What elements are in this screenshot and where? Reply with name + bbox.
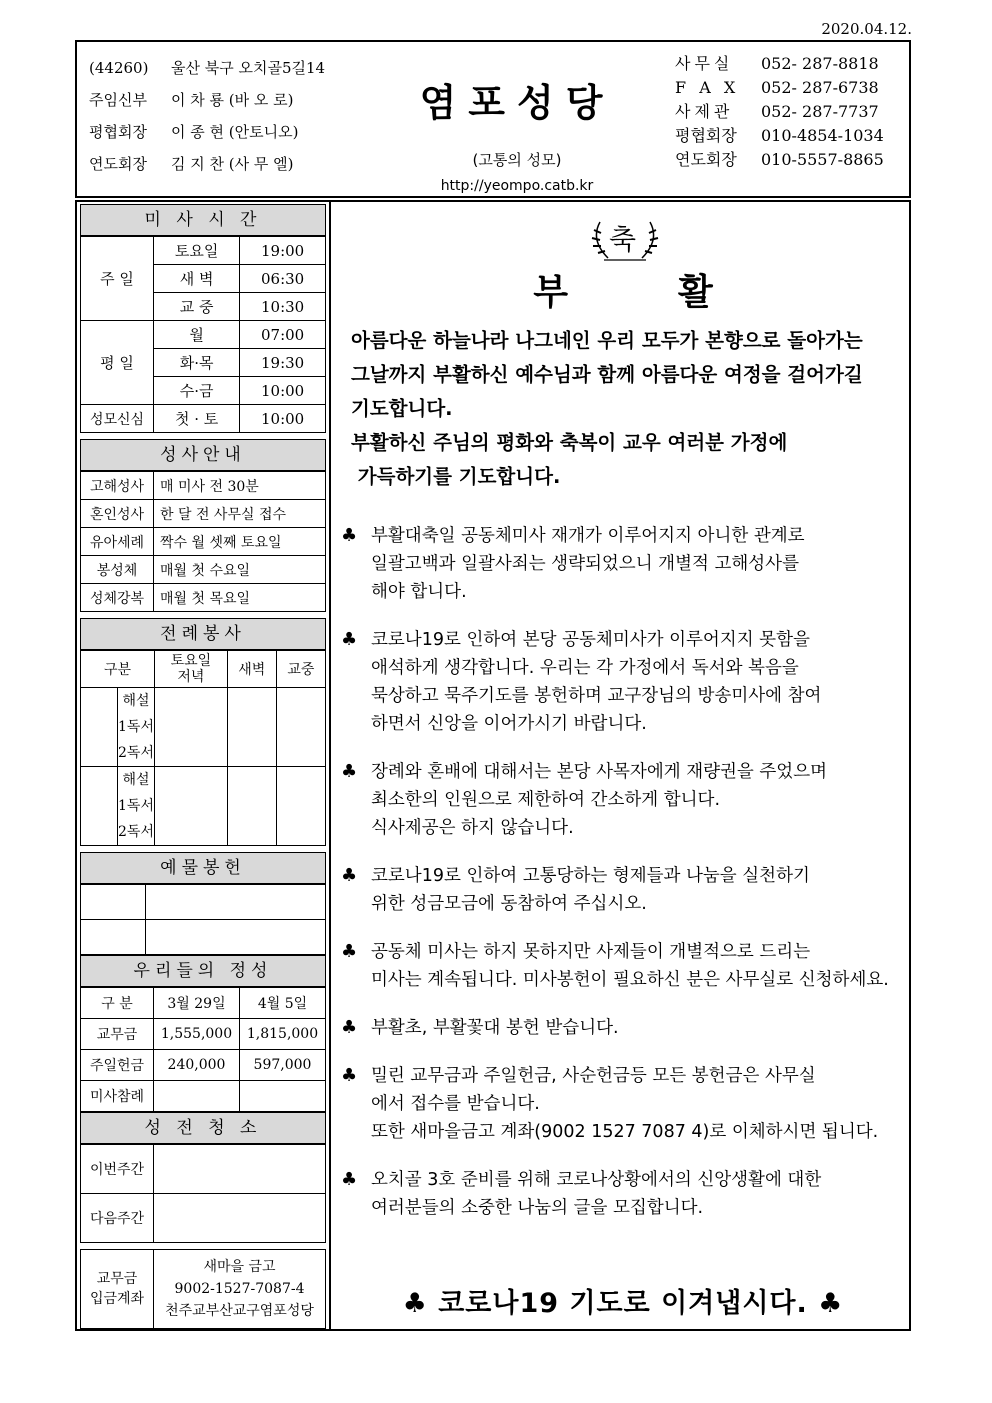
greeting-line: 기도합니다. bbox=[351, 397, 453, 420]
liturgy-table bbox=[80, 650, 326, 846]
cleaning-week-label: 이번주간 bbox=[81, 1145, 154, 1194]
mass-day: 월 bbox=[154, 321, 240, 349]
mass-schedule-table bbox=[80, 236, 326, 433]
notice-item bbox=[341, 938, 911, 994]
notice-item bbox=[341, 862, 911, 918]
notice-line: 부활초, 부활꽃대 봉헌 받습니다. bbox=[371, 1018, 619, 1038]
account-label-line2: 입금계좌 bbox=[89, 1291, 145, 1307]
dues-value: 240,000 bbox=[154, 1050, 240, 1081]
liturgy-col-header bbox=[155, 651, 228, 688]
cleaning-assignee bbox=[154, 1145, 326, 1194]
sacrament-name: 봉성체 bbox=[81, 556, 154, 584]
notice-line: 식사제공은 하지 않습니다. bbox=[371, 818, 574, 838]
club-icon: ♣ bbox=[341, 1017, 358, 1038]
notice-line: 공동체 미사는 하지 못하지만 사제들이 개별적으로 드리는 bbox=[371, 942, 811, 962]
liturgy-cell bbox=[155, 767, 228, 846]
parish-title: 염포성당 bbox=[419, 81, 615, 125]
liturgy-title: 전례봉사 bbox=[80, 618, 326, 650]
greeting-line: 가득하기를 기도합니다. bbox=[351, 465, 561, 488]
mass-day: 수·금 bbox=[154, 377, 240, 405]
closing-slogan: ♣ 코로나19 기도로 이겨냅시다. ♣ bbox=[402, 1288, 844, 1319]
offering-cell bbox=[146, 920, 326, 955]
mass-day: 화·목 bbox=[154, 349, 240, 377]
memorial-name: 김 지 찬 (사 무 엘) bbox=[171, 155, 294, 173]
contact-label: 평협회장 bbox=[675, 126, 737, 145]
notice-line: 또한 새마을금고 계좌(9002 1527 7087 4)로 이체하시면 됩니다. bbox=[371, 1122, 879, 1142]
saturday-label: 토요일 bbox=[170, 653, 212, 669]
notice-line: 에서 접수를 받습니다. bbox=[371, 1094, 540, 1114]
notice-line: 최소한의 인원으로 제한하여 간소하게 합니다. bbox=[371, 790, 721, 810]
dues-value bbox=[154, 1081, 240, 1112]
mass-time: 10:00 bbox=[240, 377, 326, 405]
liturgy-week-cell bbox=[81, 688, 118, 767]
sunday-label: 주 일 bbox=[81, 237, 154, 321]
role-commentary: 해설 bbox=[122, 772, 150, 788]
notice-item bbox=[341, 1014, 911, 1042]
sacraments-table bbox=[80, 471, 326, 612]
mass-day: 교 중 bbox=[154, 293, 240, 321]
liturgy-roles bbox=[118, 688, 155, 767]
club-icon: ♣ bbox=[341, 1169, 358, 1190]
liturgy-cell bbox=[227, 767, 276, 846]
dues-col-header: 4월 5일 bbox=[240, 988, 326, 1019]
liturgy-roles bbox=[118, 767, 155, 846]
devotion-time: 10:00 bbox=[240, 405, 326, 433]
role-commentary: 해설 bbox=[122, 693, 150, 709]
notice-line: 해야 합니다. bbox=[371, 582, 467, 602]
sacrament-name: 고해성사 bbox=[81, 472, 154, 500]
dues-row-label: 교무금 bbox=[81, 1019, 154, 1050]
liturgy-cell bbox=[227, 688, 276, 767]
contact-label: 사무실 bbox=[675, 54, 734, 73]
notice-line: 오치골 3호 준비를 위해 코로나상황에서의 신앙생활에 대한 bbox=[371, 1170, 822, 1190]
notice-list bbox=[341, 522, 911, 1242]
club-icon: ♣ bbox=[341, 761, 358, 782]
dues-value: 1,815,000 bbox=[240, 1019, 326, 1050]
dues-value: 1,555,000 bbox=[154, 1019, 240, 1050]
club-icon: ♣ bbox=[341, 865, 358, 886]
devotion-label: 성모신심 bbox=[81, 405, 154, 433]
notice-item bbox=[341, 626, 911, 738]
account-bank: 새마을 금고 bbox=[203, 1259, 276, 1275]
account-label-line1: 교무금 bbox=[96, 1271, 138, 1287]
mass-schedule-title: 미 사 시 간 bbox=[80, 204, 326, 236]
liturgy-col-header: 교중 bbox=[276, 651, 325, 688]
notice-line: 밀린 교무금과 주일헌금, 사순헌금등 모든 봉헌금은 사무실 bbox=[371, 1066, 816, 1086]
dues-row-label: 미사참례 bbox=[81, 1081, 154, 1112]
cleaning-title: 성 전 청 소 bbox=[80, 1112, 326, 1144]
header-contacts bbox=[675, 52, 884, 172]
dues-table bbox=[80, 987, 326, 1112]
mass-day: 새 벽 bbox=[154, 265, 240, 293]
sacrament-name: 유아세례 bbox=[81, 528, 154, 556]
cleaning-table bbox=[80, 1144, 326, 1243]
notice-item bbox=[341, 1166, 911, 1222]
sacrament-info: 매 미사 전 30분 bbox=[154, 472, 326, 500]
council-name: 이 종 현 (안토니오) bbox=[171, 123, 299, 141]
offering-cell bbox=[146, 885, 326, 920]
notice-line: 위한 성금모금에 동참하여 주십시오. bbox=[371, 894, 647, 914]
sacrament-info: 짝수 월 셋째 토요일 bbox=[154, 528, 326, 556]
sacrament-name: 성체강복 bbox=[81, 584, 154, 612]
contact-label: 사제관 bbox=[675, 102, 734, 121]
issue-date: 2020.04.12. bbox=[821, 20, 912, 38]
offering-cell bbox=[81, 920, 146, 955]
contact-label: F A X bbox=[675, 78, 740, 97]
mass-time: 07:00 bbox=[240, 321, 326, 349]
pastor-label: 주임신부 bbox=[89, 91, 147, 109]
dues-col-header: 구 분 bbox=[81, 988, 154, 1019]
notice-line: 미사는 계속됩니다. 미사봉헌이 필요하신 분은 사무실로 신청하세요. bbox=[371, 970, 889, 990]
contact-number: 010-4854-1034 bbox=[761, 126, 884, 145]
offering-cell bbox=[81, 885, 146, 920]
account-label bbox=[81, 1250, 154, 1328]
parish-subtitle: (고통의 성모) bbox=[472, 151, 562, 169]
account-holder: 천주교부산교구염포성당 bbox=[165, 1303, 314, 1319]
greeting-message bbox=[351, 324, 911, 494]
dues-col-header: 3월 29일 bbox=[154, 988, 240, 1019]
mass-day: 토요일 bbox=[154, 237, 240, 265]
memorial-label: 연도회장 bbox=[89, 155, 147, 173]
mass-time: 06:30 bbox=[240, 265, 326, 293]
contact-number: 052- 287-6738 bbox=[761, 78, 879, 97]
greeting-line: 아름다운 하늘나라 나그네인 우리 모두가 본향으로 돌아가는 bbox=[351, 329, 863, 352]
postal-code: (44260) bbox=[89, 59, 149, 77]
notice-line: 코로나19로 인하여 본당 공동체미사가 이루어지지 못함을 bbox=[371, 630, 810, 650]
notice-line: 묵상하고 묵주기도를 봉헌하며 교구장님의 방송미사에 참여 bbox=[371, 686, 822, 706]
notice-item bbox=[341, 522, 911, 606]
sacrament-name: 혼인성사 bbox=[81, 500, 154, 528]
sacraments-title: 성사안내 bbox=[80, 439, 326, 471]
club-icon: ♣ bbox=[341, 629, 358, 650]
council-label: 평협회장 bbox=[89, 123, 147, 141]
account-details bbox=[154, 1250, 325, 1328]
role-reading1: 1독서 bbox=[118, 719, 154, 735]
offering-table bbox=[80, 884, 326, 955]
pastor-name: 이 차 룡 (바 오 로) bbox=[171, 91, 294, 109]
emblem-character: 축 bbox=[609, 223, 637, 256]
liturgy-col-header: 구분 bbox=[81, 651, 155, 688]
dues-row-label: 주일헌금 bbox=[81, 1050, 154, 1081]
liturgy-cell bbox=[276, 688, 325, 767]
notice-line: 애석하게 생각합니다. 우리는 각 가정에서 독서와 복음을 bbox=[371, 658, 799, 678]
greeting-line: 부활하신 주님의 평화와 축복이 교우 여러분 가정에 bbox=[351, 431, 788, 454]
header-box bbox=[75, 40, 911, 198]
greeting-line: 그날까지 부활하신 예수님과 함께 아름다운 여정을 걸어가길 bbox=[351, 363, 863, 386]
liturgy-col-header: 새벽 bbox=[227, 651, 276, 688]
notice-item bbox=[341, 1062, 911, 1146]
column-divider bbox=[329, 200, 331, 1331]
left-column bbox=[80, 204, 326, 1329]
header-center bbox=[397, 42, 637, 194]
cleaning-assignee bbox=[154, 1194, 326, 1243]
club-icon: ♣ bbox=[341, 1065, 358, 1086]
role-reading1: 1독서 bbox=[118, 798, 154, 814]
notice-line: 하면서 신앙을 이어가시기 바랍니다. bbox=[371, 714, 647, 734]
dues-value bbox=[240, 1081, 326, 1112]
devotion-day: 첫 · 토 bbox=[154, 405, 240, 433]
club-icon: ♣ bbox=[341, 941, 358, 962]
role-reading2: 2독서 bbox=[118, 745, 154, 761]
headline: 부활 bbox=[533, 272, 823, 313]
dues-title: 우리들의 정성 bbox=[80, 955, 326, 987]
mass-time: 19:00 bbox=[240, 237, 326, 265]
header-left-info bbox=[89, 52, 325, 180]
liturgy-cell bbox=[276, 767, 325, 846]
liturgy-week-cell bbox=[81, 767, 118, 846]
sacrament-info: 한 달 전 사무실 접수 bbox=[154, 500, 326, 528]
contact-number: 052- 287-7737 bbox=[761, 102, 879, 121]
laurel-emblem bbox=[580, 216, 670, 266]
notice-line: 코로나19로 인하여 고통당하는 형제들과 나눔을 실천하기 bbox=[371, 866, 810, 886]
weekday-label: 평 일 bbox=[81, 321, 154, 405]
dues-value: 597,000 bbox=[240, 1050, 326, 1081]
account-box bbox=[80, 1249, 326, 1329]
address: 울산 북구 오치골5길14 bbox=[171, 59, 326, 77]
contact-number: 052- 287-8818 bbox=[761, 54, 879, 73]
notice-item bbox=[341, 758, 911, 842]
club-icon: ♣ bbox=[341, 525, 358, 546]
contact-label: 연도회장 bbox=[675, 150, 737, 169]
offering-title: 예물봉헌 bbox=[80, 852, 326, 884]
notice-line: 일괄고백과 일괄사죄는 생략되었으니 개별적 고해성사를 bbox=[371, 554, 799, 574]
parish-url[interactable]: http://yeompo.catb.kr bbox=[440, 178, 594, 194]
cleaning-week-label: 다음주간 bbox=[81, 1194, 154, 1243]
mass-time: 19:30 bbox=[240, 349, 326, 377]
notice-line: 부활대축일 공동체미사 재개가 이루어지지 아니한 관계로 bbox=[371, 526, 805, 546]
notice-line: 장례와 혼배에 대해서는 본당 사목자에게 재량권을 주었으며 bbox=[371, 762, 827, 782]
sacrament-info: 매월 첫 수요일 bbox=[154, 556, 326, 584]
liturgy-cell bbox=[155, 688, 228, 767]
mass-time: 10:30 bbox=[240, 293, 326, 321]
role-reading2: 2독서 bbox=[118, 824, 154, 840]
sacrament-info: 매월 첫 목요일 bbox=[154, 584, 326, 612]
evening-label: 저녁 bbox=[177, 669, 205, 685]
account-number: 9002-1527-7087-4 bbox=[174, 1281, 305, 1297]
contact-number: 010-5557-8865 bbox=[761, 150, 884, 169]
notice-line: 여러분들의 소중한 나눔의 글을 모집합니다. bbox=[371, 1198, 704, 1218]
